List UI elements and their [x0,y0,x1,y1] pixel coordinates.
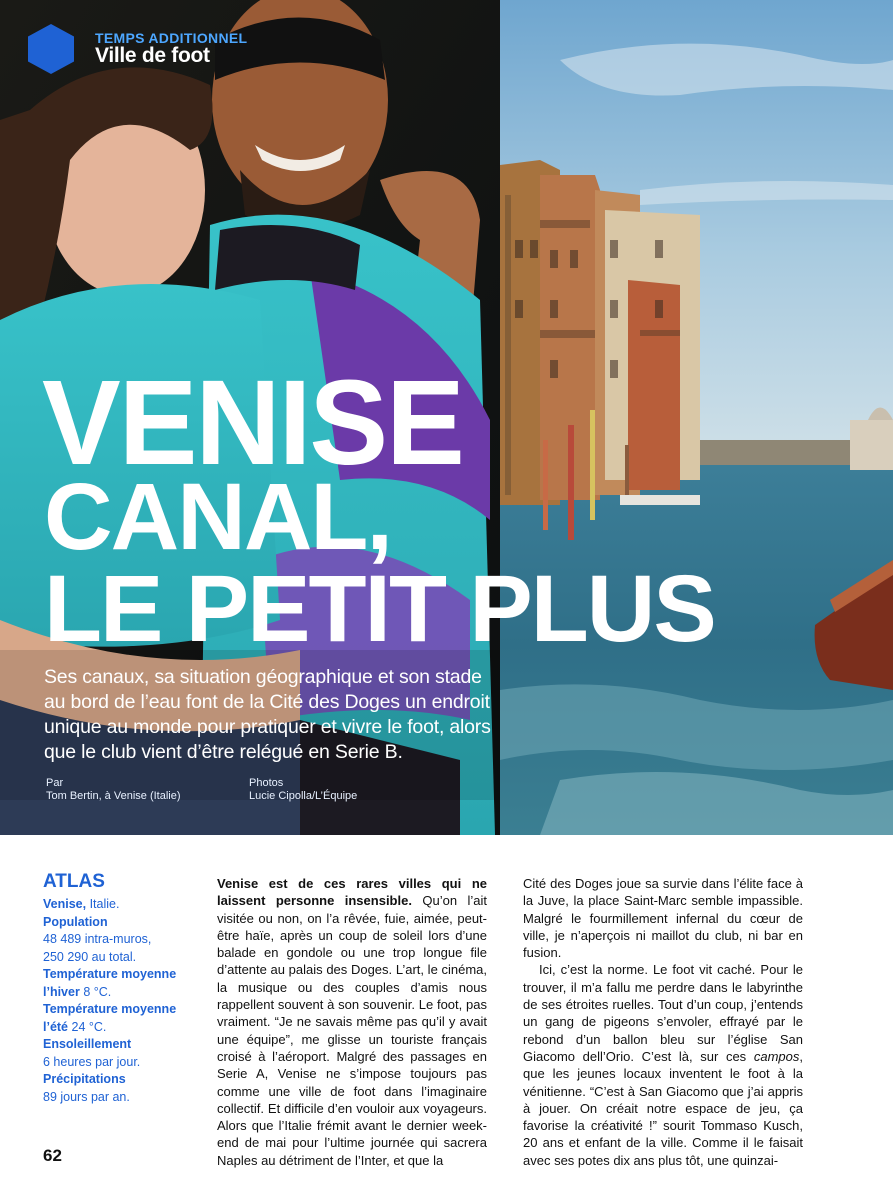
atlas-population-line2: 250 290 au total. [43,949,137,964]
atlas-sidebar [43,871,183,1106]
body-paragraph-2: Ici, c’est la norme. Le foot vit caché. Pour le trouver, il m’a fallu me perdre dans le labyrinthe de ses étroites ruelles. Tout d’un coup, j’entends un gang de pigeons s’envoler, effrayé par le rebond d’un ballon bleu sur l’église San Giacomo dell’Orio. C’est là, sur ces campos, que les jeunes locaux inventent le foot à la vénitienne. “C’est à San Giacomo que j’ai appris à jouer. On créait notre espace de jeu, ça favorise la créativité !” sourit Tommaso Kusch, 20 ans et enfant de la ville. Comme il le faisait avec ses potes dix ans plus tôt, une quinzai- [523,962,803,1168]
body-paragraph-1-continued: Cité des Doges joue sa survie dans l’élite face à la Juve, la place Saint-Marc semble impassible. Malgré le fourmillement infernal du cœur de ville, je n’aperçois ni maillot du club, ni bar en fusion. [523,876,803,961]
body-column-1 [217,875,487,1169]
atlas-location: Venise, Italie. [43,897,120,911]
atlas-population-line1: 48 489 intra-muros, [43,932,152,946]
atlas-sun-value: 6 heures par jour. [43,1054,141,1069]
lead-sentence: Venise est de ces rares villes qui ne laissent personne insensible. [217,876,487,909]
body-column-2 [523,875,803,1169]
headline-line-1: VENISE [42,355,463,491]
headline-line-2: CANAL, [44,464,391,570]
body-paragraph-1: Venise est de ces rares villes qui ne laissent personne insensible. Qu’on l’ait visitée ou non, on l’a rêvée, fuie, aimée, peut-être haïe, après un coup de soleil lors d’une balade en gondole ou une trop longue file d’attente au palais des Doges. L’art, le cinéma, la musique ou des couples d’amis nous rappellent souvent à son souvenir. Le foot, pas vraiment. “Je ne savais même pas qu’il y avait une équipe”, me glisse un touriste français croisé à l’aéroport. Malgré des passages en Serie A, Venise ne s’impose toujours pas comme une ville de foot dans l’imaginaire collectif. Et difficile d’en vouloir aux voyageurs. Alors que l’Italie frémit avant le dernier week-end de mai pour l’ultime journée qui sacrera Naples au détriment de l’Inter, et que la [217,876,487,1168]
author-credit [46,777,181,803]
atlas-rain-label: Précipitations [43,1072,126,1086]
atlas-title: ATLAS [43,871,105,892]
atlas-population-label: Population [43,914,108,929]
headline-line-3: LE PETIT PLUS [44,556,715,662]
section-rubric: Ville de foot [95,44,210,67]
author-name: Tom Bertin, à Venise (Italie) [46,790,181,802]
atlas-temp-winter: Température moyenne l’hiver 8 °C. [43,967,177,999]
author-label: Par [46,777,64,789]
atlas-sun-label: Ensoleillement [43,1037,132,1051]
section-kicker: TEMPS ADDITIONNEL [95,30,248,46]
photo-credit [249,777,357,803]
photo-label: Photos [249,777,284,789]
photo-author: Lucie Cipolla/L’Équipe [249,790,358,802]
page-number: 62 [43,1146,62,1165]
standfirst: Ses canaux, sa situation géographique et son stade au bord de l’eau font de la Cité des Doges un endroit unique au monde pour pratiquer et vivre le foot, alors que le club vient d’être relégué en Serie B. [44,666,491,763]
atlas-temp-summer: Température moyenne l’été 24 °C. [43,1002,177,1034]
atlas-rain-value: 89 jours par an. [43,1089,130,1104]
